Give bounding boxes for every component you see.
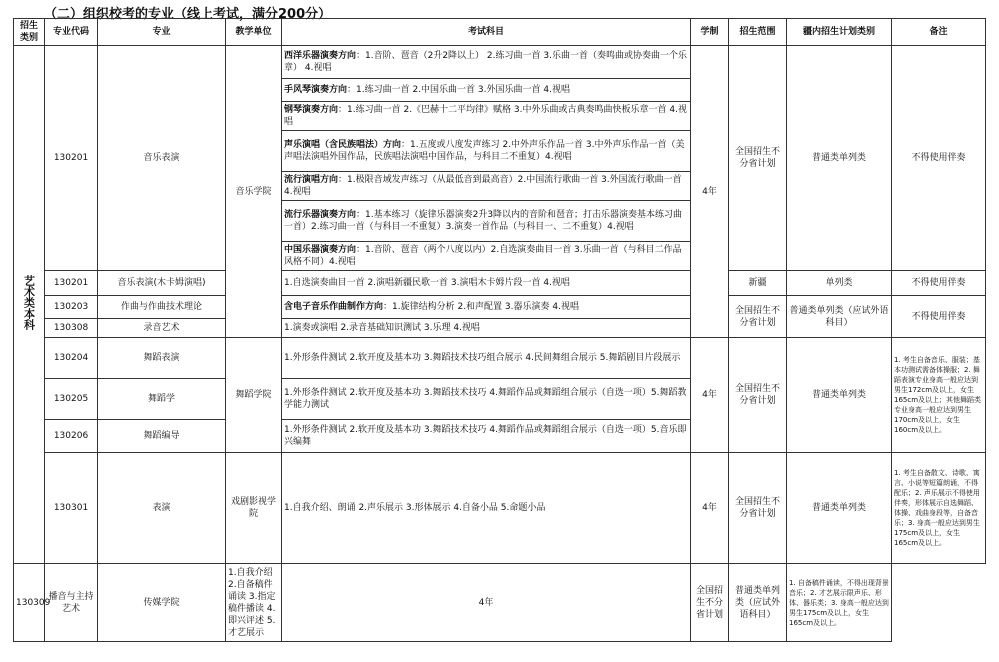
col-header-code: 专业代码 <box>45 19 98 46</box>
remark: 1. 自备稿件诵读，不得出现背景音乐；2. 才艺展示限声乐、形体、器乐类；3. 身高一般应达到男生175cm及以上，女生165cm及以上。 <box>787 564 892 642</box>
section-title: （二）组织校考的专业（线上考试，满分200分） <box>44 7 332 22</box>
duration: 4年 <box>691 453 729 564</box>
major-code: 130206 <box>45 420 98 453</box>
major-code: 130201 <box>45 271 98 296</box>
exam-subject: 钢琴演奏方向：1.练习曲一首 2.《巴赫十二平均律》赋格 3.中外乐曲或古典奏鸣曲快板乐章一首 4.视唱 <box>282 102 691 131</box>
scope: 全国招生不分省计划 <box>729 296 787 338</box>
major-name: 表演 <box>98 453 226 564</box>
scope: 全国招生不分省计划 <box>729 338 787 453</box>
col-header-plan: 疆内招生计划类别 <box>787 19 892 46</box>
exam-subject: 声乐演唱（含民族唱法）方向：1.五度或八度发声练习 2.中外声乐作品一首 3.中外声乐作品一首（美声唱法演唱外国作品，民族唱法演唱中国作品，与科目二不重复）4.视唱 <box>282 131 691 172</box>
duration: 4年 <box>691 338 729 453</box>
exam-subject: 流行演唱方向：1.极限音域发声练习（从最低音到最高音）2.中国流行歌曲一首 3.外国流行歌曲一首 4.视唱 <box>282 172 691 201</box>
exam-subject: 1.外形条件测试 2.软开度及基本功 3.舞蹈技术技巧组合展示 4.民间舞组合展示 5.舞蹈剧目片段展示 <box>282 338 691 379</box>
scope: 全国招生不分省计划 <box>729 46 787 271</box>
major-code: 130309 <box>14 564 45 642</box>
major-name: 播音与主持艺术 <box>45 564 98 642</box>
col-header-subjects: 考试科目 <box>282 19 691 46</box>
exam-table <box>13 18 986 642</box>
major-name: 录音艺术 <box>98 319 226 338</box>
col-header-unit: 教学单位 <box>226 19 282 46</box>
major-code: 130201 <box>45 46 98 271</box>
table-row <box>14 564 986 642</box>
table-row <box>14 453 986 564</box>
major-code: 130205 <box>45 379 98 420</box>
exam-subject: 含电子音乐作曲制作方向：1.旋律结构分析 2.和声配置 3.器乐演奏 4.视唱 <box>282 296 691 319</box>
plan-type: 普通类单列类（应试外语科目） <box>729 564 787 642</box>
col-header-category: 招生类别 <box>14 19 45 46</box>
remark: 不得使用伴奏 <box>892 271 986 296</box>
exam-subject: 手风琴演奏方向：1.练习曲一首 2.中国乐曲一首 3.外国乐曲一首 4.视唱 <box>282 79 691 102</box>
scope: 新疆 <box>729 271 787 296</box>
duration: 4年 <box>282 564 691 642</box>
major-code: 130308 <box>45 319 98 338</box>
category-cell: 艺术类本科 <box>14 46 45 564</box>
plan-type: 单列类 <box>787 271 892 296</box>
col-header-duration: 学制 <box>691 19 729 46</box>
exam-subject: 1.自我介绍 2.自备稿件诵读 3.指定稿件播读 4.即兴评述 5.才艺展示 <box>226 564 282 642</box>
major-code: 130204 <box>45 338 98 379</box>
major-code: 130301 <box>45 453 98 564</box>
exam-subject: 1.自我介绍、朗诵 2.声乐展示 3.形体展示 4.自备小品 5.命题小品 <box>282 453 691 564</box>
teaching-unit: 舞蹈学院 <box>226 338 282 453</box>
teaching-unit: 音乐学院 <box>226 46 282 338</box>
teaching-unit: 传媒学院 <box>98 564 226 642</box>
remark: 1. 考生自备散文、诗歌、寓言、小说等短篇朗诵，不得配乐；2. 声乐展示不得使用伴奏，形体展示自选舞蹈、体操、戏曲身段等，自备音乐；3. 身高一般应达到男生175cm及以上，女生165cm及以上。 <box>892 453 986 564</box>
table-row <box>14 271 986 296</box>
exam-subject: 1.外形条件测试 2.软开度及基本功 3.舞蹈技术技巧 4.舞蹈作品或舞蹈组合展示（自选一项）5.舞蹈教学能力测试 <box>282 379 691 420</box>
remark: 不得使用伴奏 <box>892 46 986 271</box>
table-row <box>14 46 986 79</box>
header-row <box>14 19 986 46</box>
exam-subject: 西洋乐器演奏方向：1.音阶、琶音（2升2降以上） 2.练习曲一首 3.乐曲一首（奏鸣曲或协奏曲一个乐章） 4.视唱 <box>282 46 691 79</box>
exam-subject: 1.演奏或演唱 2.录音基础知识测试 3.乐理 4.视唱 <box>282 319 691 338</box>
exam-subject: 中国乐器演奏方向：1.音阶、琶音（两个八度以内）2.自选演奏曲目一首 3.乐曲一首（与科目二作品风格不同）4.视唱 <box>282 242 691 271</box>
major-name: 音乐表演(木卡姆演唱) <box>98 271 226 296</box>
remark: 不得使用伴奏 <box>892 296 986 338</box>
major-name: 舞蹈编导 <box>98 420 226 453</box>
table-row <box>14 296 986 319</box>
exam-subject: 1.外形条件测试 2.软开度及基本功 3.舞蹈技术技巧 4.舞蹈作品或舞蹈组合展示（自选一项）5.音乐即兴编舞 <box>282 420 691 453</box>
exam-subject: 1.自选演奏曲目一首 2.演唱新疆民歌一首 3.演唱木卡姆片段一首 4.视唱 <box>282 271 691 296</box>
remark: 1. 考生自备音乐、服装；基本功测试需备体操服；2. 舞蹈表演专业身高一般应达到男生172cm及以上，女生165cm及以上；其他舞蹈类专业身高一般应达到男生170cm及以上，女生160cm及以上。 <box>892 338 986 453</box>
col-header-major: 专业 <box>98 19 226 46</box>
plan-type: 普通类单列类（应试外语科目） <box>787 296 892 338</box>
col-header-scope: 招生范围 <box>729 19 787 46</box>
major-name: 舞蹈学 <box>98 379 226 420</box>
major-name: 舞蹈表演 <box>98 338 226 379</box>
major-name: 作曲与作曲技术理论 <box>98 296 226 319</box>
major-code: 130203 <box>45 296 98 319</box>
plan-type: 普通类单列类 <box>787 338 892 453</box>
plan-type: 普通类单列类 <box>787 46 892 271</box>
scope: 全国招生不分省计划 <box>691 564 729 642</box>
col-header-remark: 备注 <box>892 19 986 46</box>
teaching-unit: 戏剧影视学院 <box>226 453 282 564</box>
exam-subject: 流行乐器演奏方向：1.基本练习（旋律乐器演奏2升3降以内的音阶和琶音；打击乐器演奏基本练习曲一首）2.练习曲一首（与科目一不重复）3.演奏一首作品（与科目一、二不重复）4.视唱 <box>282 201 691 242</box>
table-row <box>14 338 986 379</box>
major-name: 音乐表演 <box>98 46 226 271</box>
scope: 全国招生不分省计划 <box>729 453 787 564</box>
plan-type: 普通类单列类 <box>787 453 892 564</box>
duration: 4年 <box>691 46 729 338</box>
